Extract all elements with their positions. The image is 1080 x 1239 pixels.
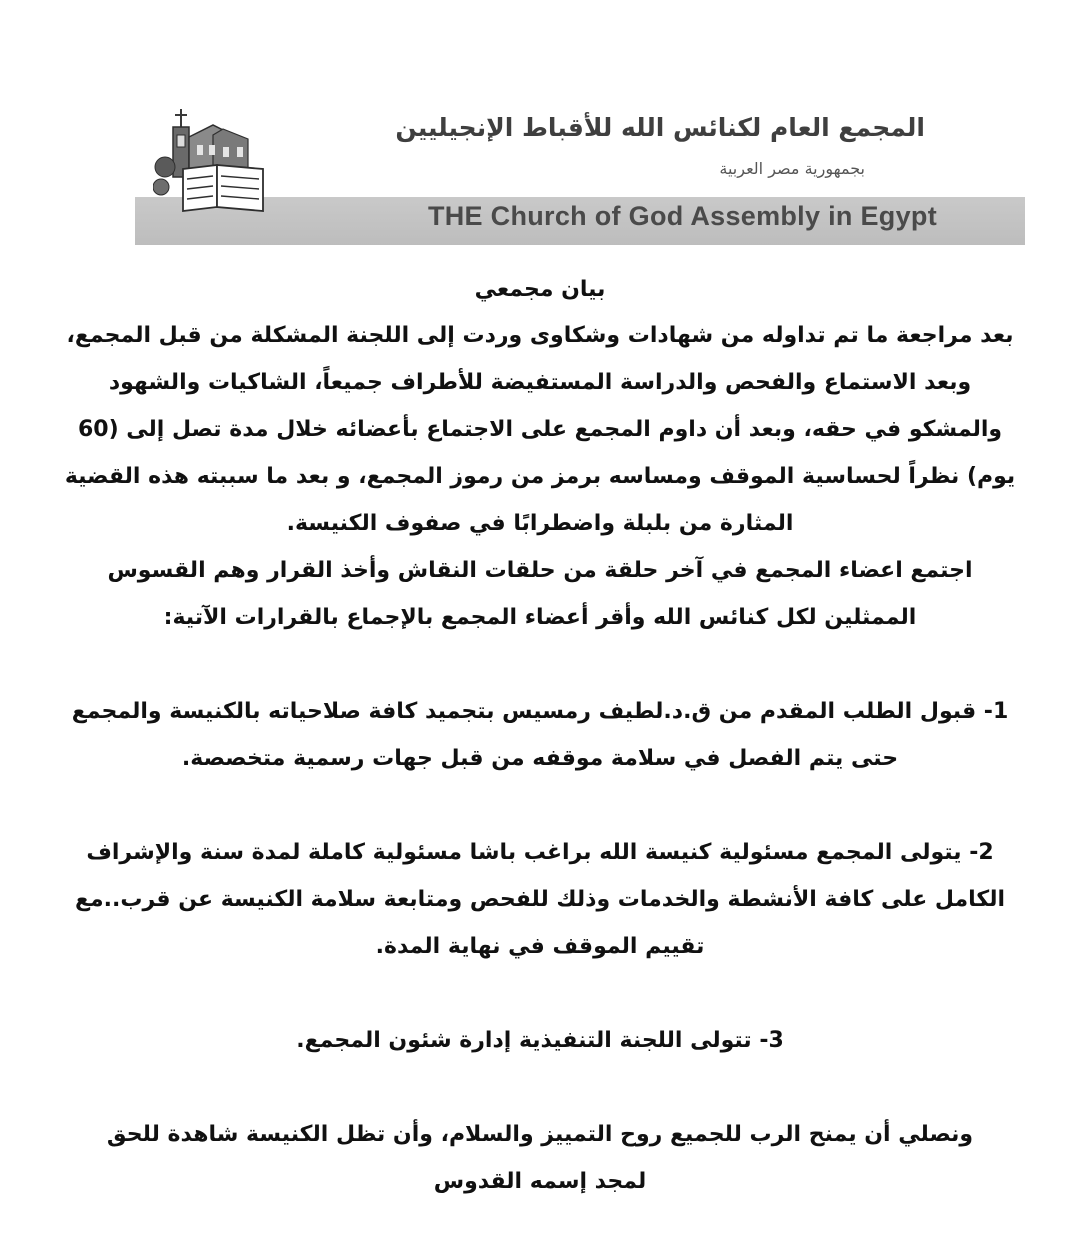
decision-item-3: 3- تتولى اللجنة التنفيذية إدارة شئون المجمع.	[296, 1028, 784, 1053]
statement-intro: بعد مراجعة ما تم تداوله من شهادات وشكاوى وردت إلى اللجنة المشكلة من قبل المجمع، وبعد الاستماع والفحص والدراسة المستفيضة للأطراف جميعاً، الشاكيات والشهود والمشكو في حقه، وبعد أن داوم المجمع على الاجتماع بأعضائه خلال مدة تصل إلى (60 يوم) نظراً لحساسية الموقف ومساسه برمز من رموز المجمع، و بعد ما سببته هذه القضية المثارة من بلبلة واضطرابًا في صفوف الكنيسة.	[64, 323, 1016, 536]
org-country-arabic: بجمهورية مصر العربية	[719, 159, 865, 178]
decision-item-1: 1- قبول الطلب المقدم من ق.د.لطيف رمسيس بتجميد كافة صلاحياته بالكنيسة والمجمع حتى يتم الفصل في سلامة موقفه من قبل جهات رسمية متخصصة.	[71, 699, 1009, 771]
decision-item-2: 2- يتولى المجمع مسئولية كنيسة الله براغب باشا مسئولية كاملة لمدة سنة والإشراف الكامل على كافة الأنشطة والخدمات وذلك للفحص ومتابعة سلامة الكنيسة عن قرب..مع تقييم الموقف في نهاية المدة.	[75, 840, 1005, 959]
closing-prayer-line-1: ونصلي أن يمنح الرب للجميع روح التمييز والسلام، وأن تظل الكنيسة شاهدة للحق	[106, 1122, 974, 1147]
statement-body	[60, 268, 1020, 1205]
statement-title: بيان مجمعي	[474, 277, 606, 302]
statement-meeting: اجتمع اعضاء المجمع في آخر حلقة من حلقات النقاش وأخذ القرار وهم القسوس الممثلين لكل كنائس الله وأقر أعضاء المجمع بالإجماع بالقرارات الآتية:	[107, 558, 973, 630]
closing-prayer-line-2: لمجد إسمه القدوس	[433, 1169, 647, 1194]
org-name-arabic: المجمع العام لكنائس الله للأقباط الإنجيليين	[395, 113, 925, 142]
letterhead	[125, 105, 1025, 250]
church-logo-icon	[153, 107, 273, 217]
org-name-english: THE Church of God Assembly in Egypt	[427, 201, 937, 231]
